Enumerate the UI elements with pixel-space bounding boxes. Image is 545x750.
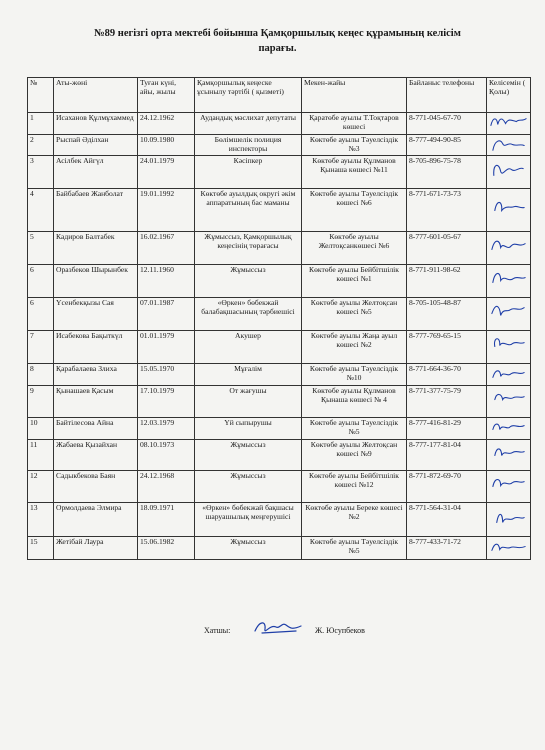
table-row [28,298,531,331]
secretary-name: Ж. Юсупбеков [315,626,365,635]
table-row [28,156,531,189]
row-no: 6 [28,298,54,331]
row-phone: 8-771-564-31-04 [407,503,487,537]
signature-scribble [487,440,530,470]
header-consent: Келісемін ( Қолы) [487,78,531,113]
row-no: 6 [28,265,54,298]
row-birth: 01.01.1979 [138,331,195,364]
row-signature [487,265,531,298]
table-row [28,232,531,265]
row-no: 3 [28,156,54,189]
row-address: Қаратөбе ауылы Т.Тоқтаров көшесі [302,113,407,135]
row-address: Көктөбе ауылы Тәуелсіздік №5 [302,537,407,560]
row-name: Ормолдаева Элмира [54,503,138,537]
row-no: 4 [28,189,54,232]
row-signature [487,471,531,503]
row-signature [487,440,531,471]
header-name: Аты-жөні [54,78,138,113]
row-no: 15 [28,537,54,560]
row-birth: 08.10.1973 [138,440,195,471]
row-signature [487,418,531,440]
row-name: Жабаева Қызайхан [54,440,138,471]
row-position: Үй сыпырушы [195,418,302,440]
table-row [28,265,531,298]
table-row [28,135,531,156]
row-phone: 8-777-416-81-29 [407,418,487,440]
row-birth: 15.06.1982 [138,537,195,560]
table-row [28,331,531,364]
row-position: От жағушы [195,386,302,418]
row-name: Рыспай Әділхан [54,135,138,156]
signature-scribble [487,386,530,417]
row-name: Исабекова Бақыткүл [54,331,138,364]
row-position: Жұмыссыз [195,537,302,560]
row-position: Бөлімшелік полиция инспекторы [195,135,302,156]
row-phone: 8-777-494-90-85 [407,135,487,156]
row-name: Байтілесова Айна [54,418,138,440]
table-row [28,503,531,537]
row-address: Көктөбе ауылы Тәуелсіздік №3 [302,135,407,156]
signature-scribble [487,298,530,330]
signature-scribble [487,471,530,502]
row-phone: 8-777-177-81-04 [407,440,487,471]
row-position: «Өркен» бөбекжай балабақшасының тәрбиешісі [195,298,302,331]
row-birth: 15.05.1970 [138,364,195,386]
header-no: № [28,78,54,113]
row-no: 13 [28,503,54,537]
row-name: Исаханов Құлмұхаммед [54,113,138,135]
signature-scribble [487,113,530,134]
row-phone: 8-771-377-75-79 [407,386,487,418]
row-position: Мұғалім [195,364,302,386]
signature-scribble [487,331,530,363]
table-row [28,471,531,503]
council-table [27,77,531,560]
row-name: Садыкбекова Баян [54,471,138,503]
row-signature [487,503,531,537]
row-phone: 8-771-872-69-70 [407,471,487,503]
table-row [28,386,531,418]
row-phone: 8-777-601-05-67 [407,232,487,265]
row-phone: 8-771-671-73-73 [407,189,487,232]
row-birth: 24.01.1979 [138,156,195,189]
table-row [28,537,531,560]
table-row [28,189,531,232]
row-no: 11 [28,440,54,471]
header-birth: Туған күні, айы, жылы [138,78,195,113]
title-line-1: №89 негізгі орта мектебі бойынша Қамқоршылық кеңес құрамының келісім [94,28,461,39]
row-name: Байбабаев Жанболат [54,189,138,232]
signature-scribble [487,135,530,155]
row-address: Көктөбе ауылы Береке көшесі №2 [302,503,407,537]
row-birth: 12.11.1960 [138,265,195,298]
row-signature [487,232,531,265]
row-signature [487,156,531,189]
signature-scribble [487,189,530,231]
row-signature [487,386,531,418]
row-address: Көктөбе ауылы Құлманов Қынаша көшесі №11 [302,156,407,189]
row-signature [487,135,531,156]
row-position: Кәсіпкер [195,156,302,189]
row-address: Көктөбе ауылы Тәуелсіздік №5 [302,418,407,440]
row-no: 7 [28,331,54,364]
row-no: 8 [28,364,54,386]
row-position: Жұмыссыз [195,265,302,298]
row-birth: 24.12.1962 [138,113,195,135]
secretary-label: Хатшы: [204,626,231,635]
header-phone: Байланыс телефоны [407,78,487,113]
row-signature [487,298,531,331]
row-birth: 24.12.1968 [138,471,195,503]
row-position: Жұмыссыз, Қамқоршылық кеңесінің төрағасы [195,232,302,265]
signature-scribble [487,503,530,536]
row-phone: 8-705-896-75-78 [407,156,487,189]
row-no: 1 [28,113,54,135]
row-no: 12 [28,471,54,503]
signature-scribble [487,265,530,297]
row-phone: 8-771-045-67-70 [407,113,487,135]
row-address: Көктөбе ауылы Бейбітшілік көшесі №12 [302,471,407,503]
row-address: Көктөбе ауылы Желтоқсан көшесі №9 [302,440,407,471]
row-no: 9 [28,386,54,418]
row-birth: 10.09.1980 [138,135,195,156]
row-signature [487,189,531,232]
row-phone: 8-777-769-65-15 [407,331,487,364]
signature-scribble [487,232,530,264]
row-name: Үсенбекқызы Сая [54,298,138,331]
row-position: Аудандық мәслихат депутаты [195,113,302,135]
row-birth: 16.02.1967 [138,232,195,265]
row-position: Жұмыссыз [195,440,302,471]
row-position: Жұмыссыз [195,471,302,503]
header-address: Мекен-жайы [302,78,407,113]
table-header-row [28,78,531,113]
row-name: Қынашаев Қасым [54,386,138,418]
signature-scribble [487,364,530,385]
row-name: Кадиров Балтабек [54,232,138,265]
row-name: Оразбеков Шырынбек [54,265,138,298]
row-position: Акушер [195,331,302,364]
table-row [28,418,531,440]
row-address: Көктөбе ауылы Бейбітшілік көшесі №1 [302,265,407,298]
row-phone: 8-771-911-98-62 [407,265,487,298]
row-no: 10 [28,418,54,440]
table-row [28,364,531,386]
row-phone: 8-771-664-36-70 [407,364,487,386]
row-signature [487,364,531,386]
signature-scribble [487,537,530,559]
row-address: Көктөбе ауылы Желтоқсанкөшесі №6 [302,232,407,265]
row-address: Көктөбе ауылы Тәуелсіздік №10 [302,364,407,386]
row-name: Жетібай Лаура [54,537,138,560]
row-no: 2 [28,135,54,156]
row-birth: 12.03.1979 [138,418,195,440]
row-signature [487,331,531,364]
header-position: Қамқоршылық кеңеске ұсынылу тәртібі ( қызметі) [195,78,302,113]
row-birth: 19.01.1992 [138,189,195,232]
row-position: «Өркен» бөбекжай бақшасы шаруашылық меңгерушісі [195,503,302,537]
row-birth: 18.09.1971 [138,503,195,537]
row-address: Көктөбе ауылы Тәуелсіздік көшесі №6 [302,189,407,232]
row-address: Көктөбе ауылы Желтоқсан көшесі №5 [302,298,407,331]
table-row [28,113,531,135]
row-address: Көктөбе ауылы Құлманов Қынаша көшесі № 4 [302,386,407,418]
table-row [28,440,531,471]
row-phone: 8-777-433-71-72 [407,537,487,560]
row-birth: 07.01.1987 [138,298,195,331]
secretary-signature [252,618,304,638]
row-address: Көктөбе ауылы Жаңа ауыл көшесі №2 [302,331,407,364]
row-phone: 8-705-105-48-87 [407,298,487,331]
signature-scribble [487,156,530,188]
signature-scribble [487,418,530,439]
row-signature [487,113,531,135]
row-signature [487,537,531,560]
row-position: Көктөбе ауылдық округі әкім аппаратының бас маманы [195,189,302,232]
row-no: 5 [28,232,54,265]
document-title [40,26,515,56]
row-birth: 17.10.1979 [138,386,195,418]
title-line-2: парағы. [258,43,297,54]
row-name: Асілбек Айгүл [54,156,138,189]
row-name: Қарабалаева Злиха [54,364,138,386]
